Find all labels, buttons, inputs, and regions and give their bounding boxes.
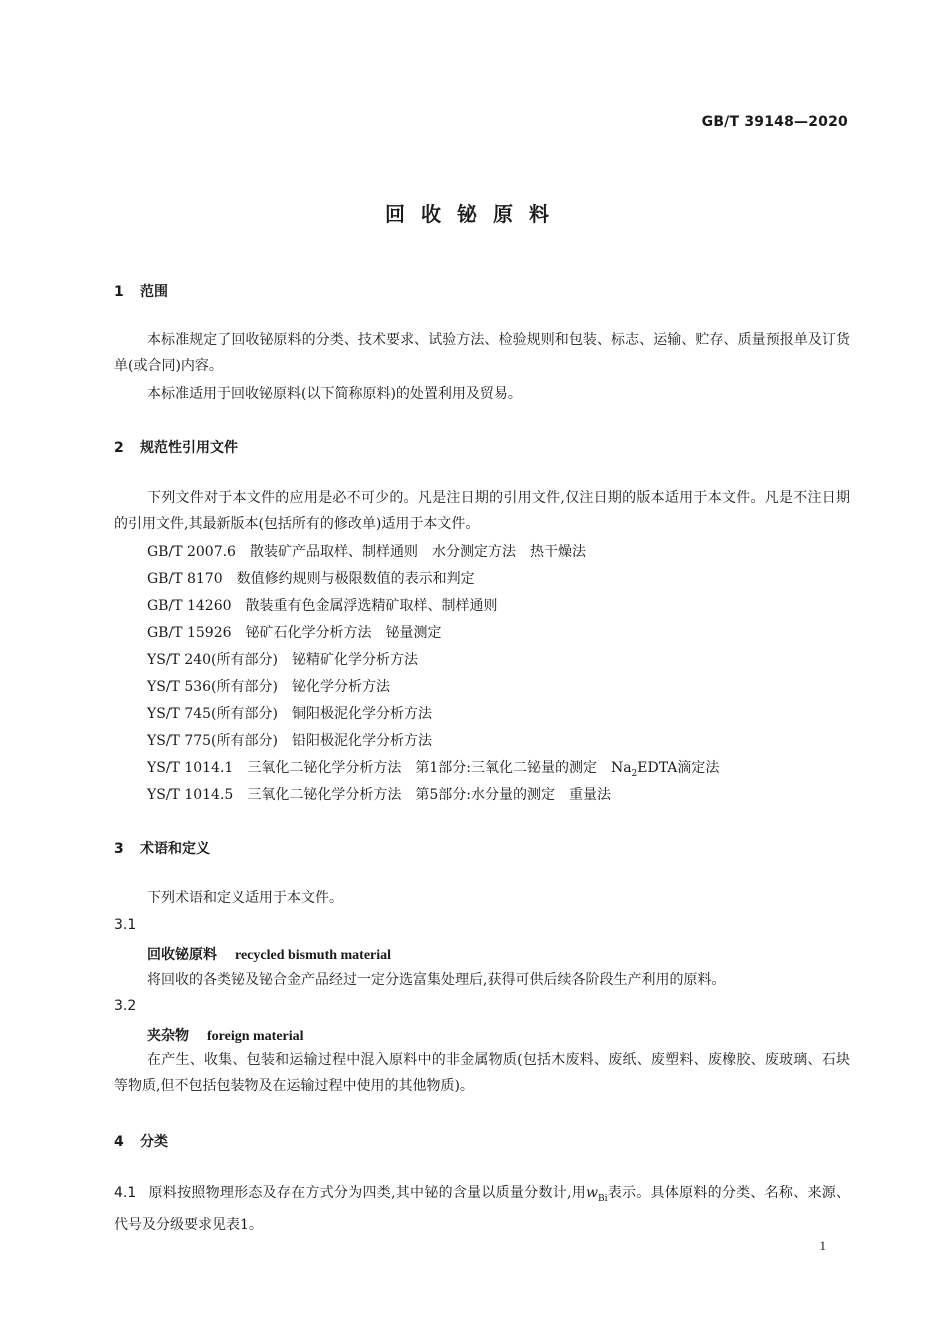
reference-item: GB/T 8170 数值修约规则与极限数值的表示和判定 bbox=[147, 571, 475, 587]
subscript: Bi bbox=[597, 1193, 608, 1204]
paragraph: 本标准规定了回收铋原料的分类、技术要求、试验方法、检验规则和包装、标志、运输、贮存、质量预报单及订货单(或合同)内容。 bbox=[114, 332, 850, 374]
reference-item: YS/T 775(所有部分) 铅阳极泥化学分析方法 bbox=[147, 733, 432, 749]
reference-item: YS/T 240(所有部分) 铋精矿化学分析方法 bbox=[147, 652, 418, 668]
clause-number: 4.1 bbox=[114, 1185, 137, 1201]
section-number: 3 bbox=[114, 841, 124, 857]
term-english: recycled bismuth material bbox=[235, 948, 392, 963]
reference-item: YS/T 1014.5 三氧化二铋化学分析方法 第5部分:水分量的测定 重量法 bbox=[147, 787, 611, 803]
section-1-heading bbox=[114, 281, 168, 301]
section-title: 规范性引用文件 bbox=[140, 440, 238, 456]
term-name bbox=[147, 944, 391, 964]
standard-number: GB/T 39148—2020 bbox=[701, 114, 848, 130]
reference-text: YS/T 1014.1 三氧化二铋化学分析方法 第1部分:三氧化二铋量的测定 Na bbox=[147, 760, 632, 776]
symbol: w bbox=[585, 1185, 598, 1201]
paragraph: 下列文件对于本文件的应用是必不可少的。凡是注日期的引用文件,仅注日期的版本适用于本文件。凡是不注日期的引用文件,其最新版本(包括所有的修改单)适用于本文件。 bbox=[114, 490, 850, 532]
section-title: 范围 bbox=[140, 284, 168, 300]
clause-text: 原料按照物理形态及存在方式分为四类,其中铋的含量以质量分数计,用 bbox=[148, 1185, 586, 1201]
page-number: 1 bbox=[819, 1238, 826, 1253]
term-name bbox=[147, 1025, 304, 1045]
reference-item: YS/T 745(所有部分) 铜阳极泥化学分析方法 bbox=[147, 706, 432, 722]
section-3-heading bbox=[114, 838, 210, 858]
section-title: 术语和定义 bbox=[140, 841, 210, 857]
reference-item: YS/T 536(所有部分) 铋化学分析方法 bbox=[147, 679, 390, 695]
reference-item: GB/T 14260 散装重有色金属浮选精矿取样、制样通则 bbox=[147, 598, 498, 614]
subscript: 2 bbox=[631, 768, 638, 779]
reference-item: GB/T 15926 铋矿石化学分析方法 铋量测定 bbox=[147, 625, 442, 641]
section-4-heading bbox=[114, 1131, 168, 1151]
term-number: 3.1 bbox=[114, 917, 137, 933]
reference-item: GB/T 2007.6 散装矿产品取样、制样通则 水分测定方法 热干燥法 bbox=[147, 544, 586, 560]
term-definition: 在产生、收集、包装和运输过程中混入原料中的非金属物质(包括木废料、废纸、废塑料、废橡胶、废玻璃、石块等物质,但不包括包装物及在运输过程中使用的其他物质)。 bbox=[114, 1052, 850, 1094]
paragraph: 下列术语和定义适用于本文件。 bbox=[147, 890, 343, 906]
term-number: 3.2 bbox=[114, 998, 137, 1014]
term-definition: 将回收的各类铋及铋合金产品经过一定分选富集处理后,获得可供后续各阶段生产利用的原料。 bbox=[147, 972, 726, 988]
term-chinese: 夹杂物 bbox=[147, 1028, 189, 1044]
term-chinese: 回收铋原料 bbox=[147, 947, 217, 963]
section-number: 4 bbox=[114, 1134, 124, 1150]
document-title: 回收铋原料 bbox=[385, 202, 565, 226]
clause-text: 表示。具体原料的分类、名称、来源、代号及分级要求见表1。 bbox=[114, 1185, 851, 1233]
clause-4-1 bbox=[114, 1180, 850, 1238]
section-2-heading bbox=[114, 437, 238, 457]
section-number: 2 bbox=[114, 440, 124, 456]
section-number: 1 bbox=[114, 284, 124, 300]
paragraph: 本标准适用于回收铋原料(以下简称原料)的处置利用及贸易。 bbox=[147, 386, 522, 402]
section-title: 分类 bbox=[140, 1134, 168, 1150]
term-english: foreign material bbox=[207, 1029, 304, 1044]
reference-text: EDTA滴定法 bbox=[637, 760, 720, 776]
